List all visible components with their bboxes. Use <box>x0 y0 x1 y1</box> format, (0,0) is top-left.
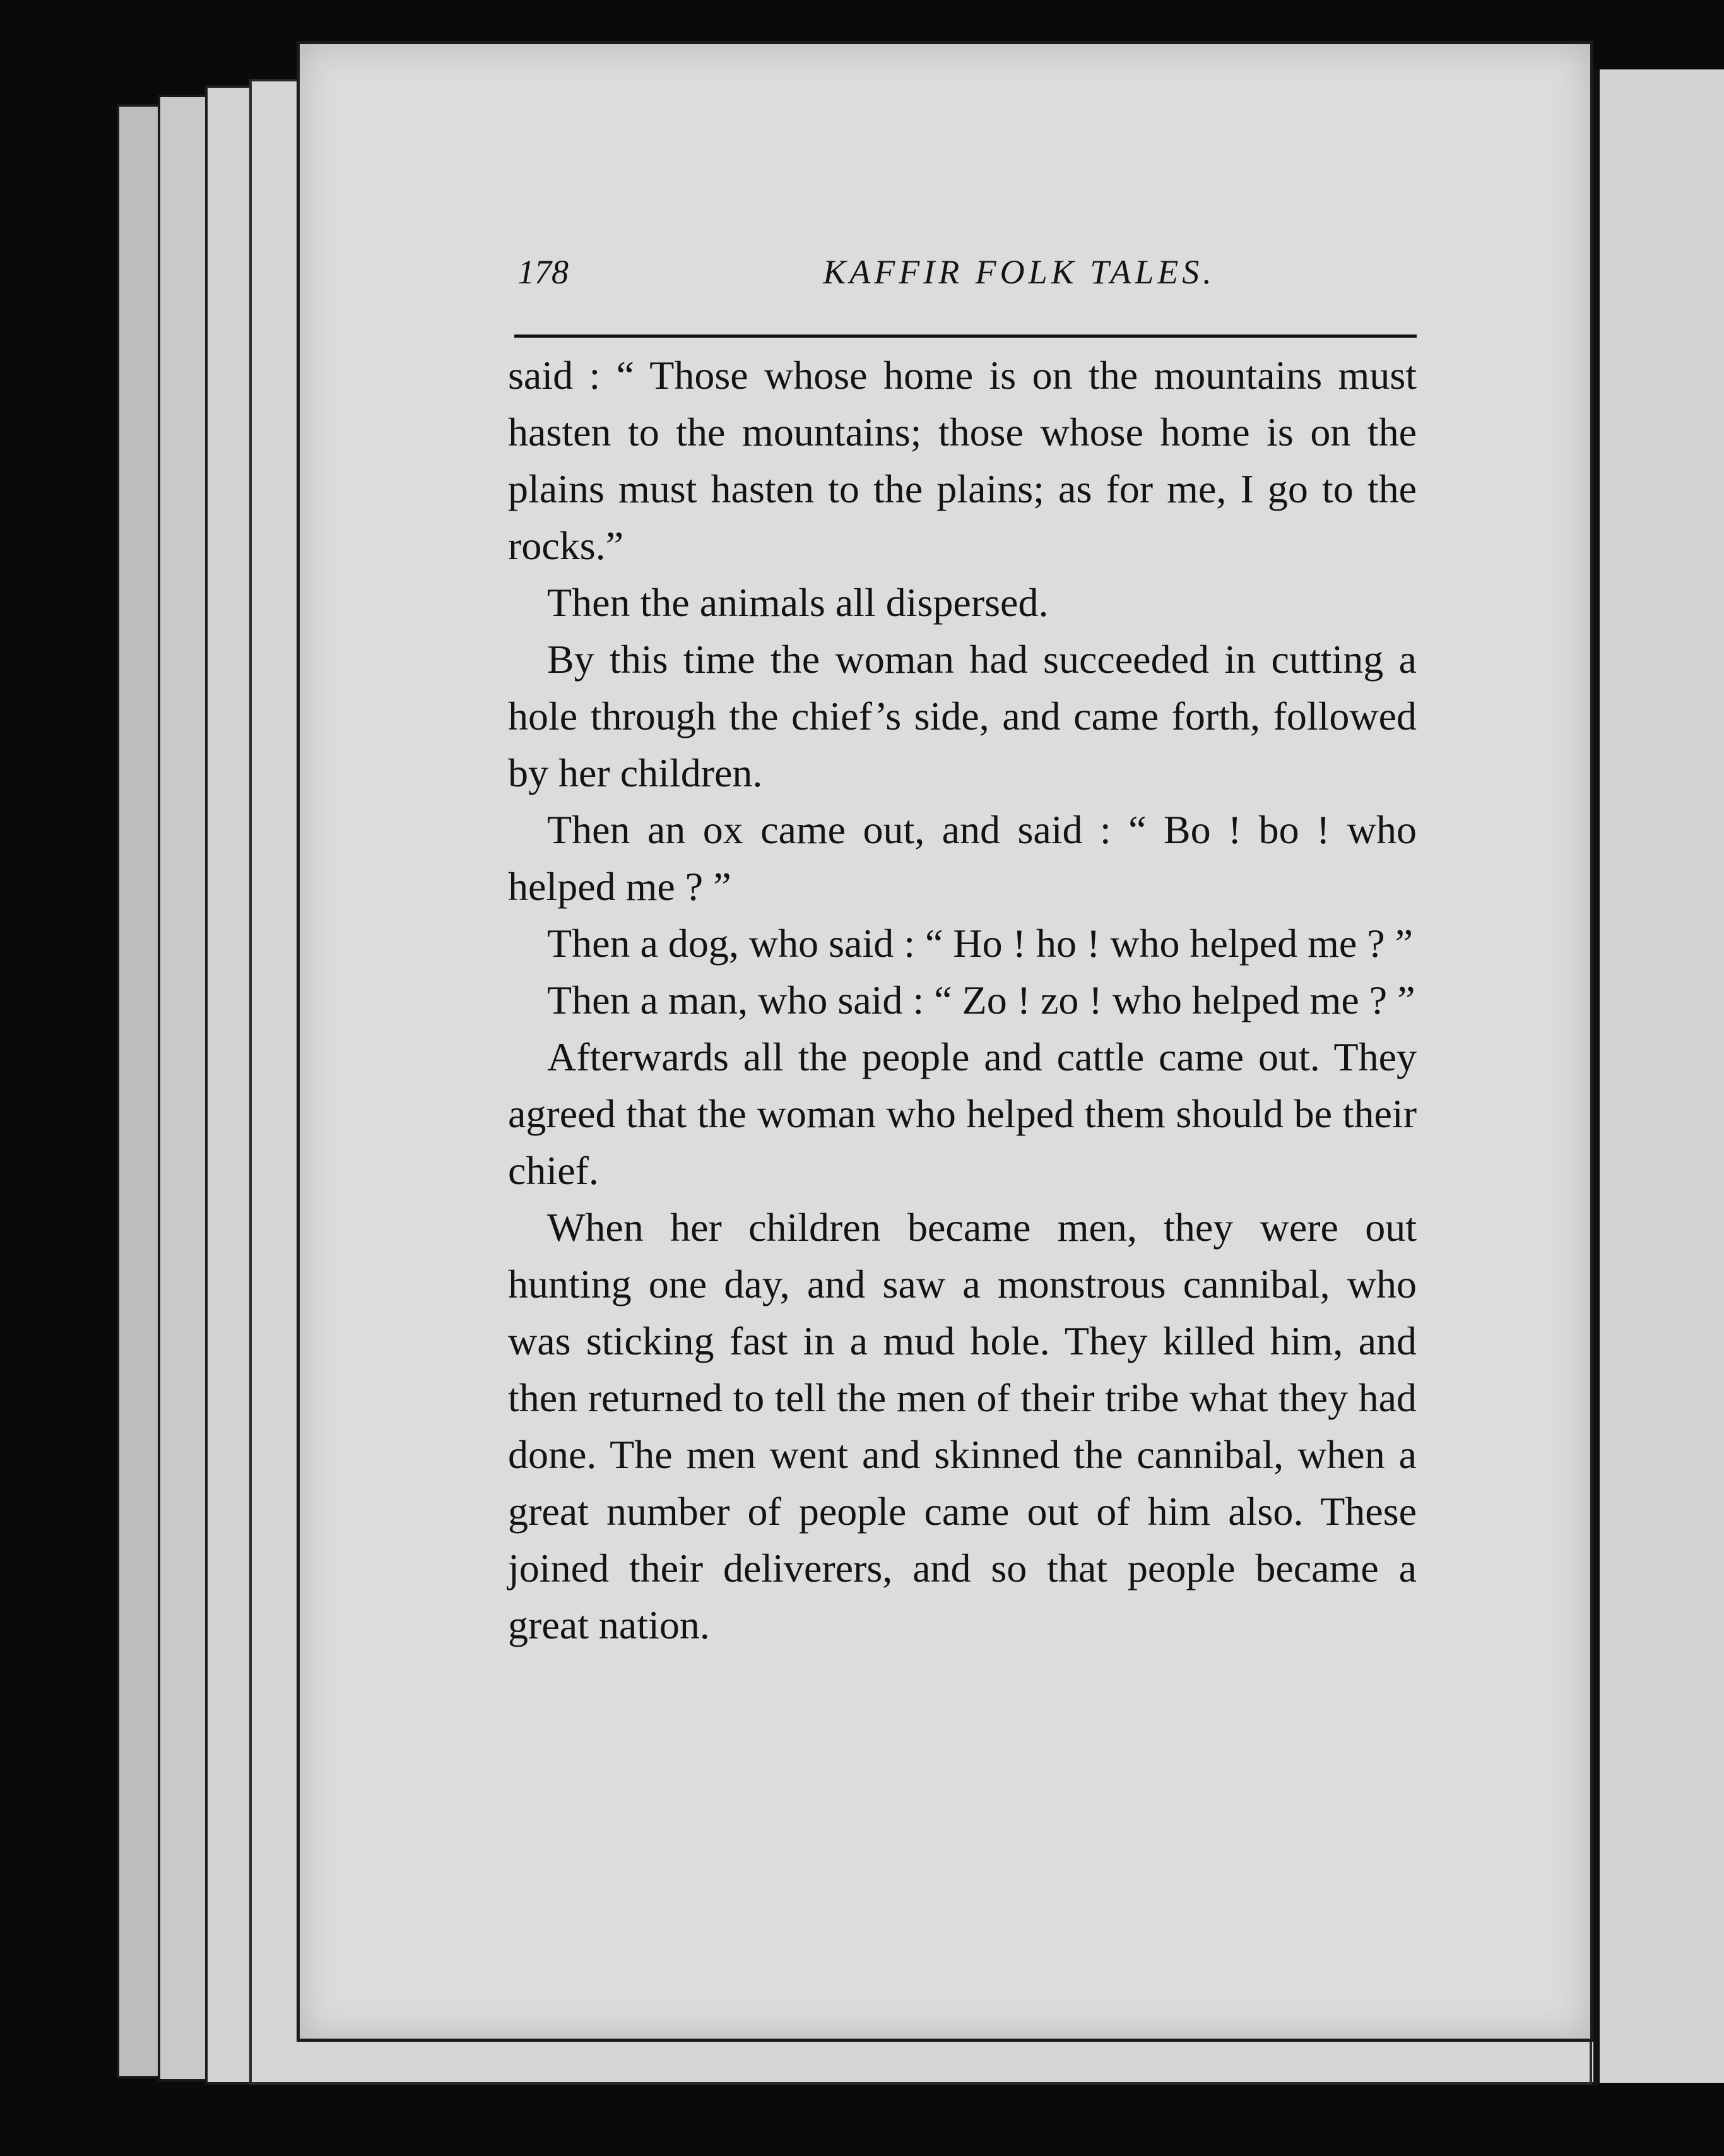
paragraph: Then the animals all dispersed. <box>547 580 1049 625</box>
body-text <box>508 347 1417 1654</box>
paragraph: Afterwards all the people and cattle came out. They agreed that the woman who helped them should be their chief. <box>508 1034 1417 1193</box>
facing-page-edge <box>1593 69 1724 2083</box>
paragraph: By this time the woman had succeeded in cutting a hole through the chief’s side, and came forth, followed by her children. <box>508 637 1417 795</box>
paragraph: Then an ox came out, and said : “ Bo ! bo ! who helped me ? ” <box>508 807 1417 909</box>
book-page <box>297 41 1593 2042</box>
paragraph: said : “ Those whose home is on the mountains must hasten to the mountains; those whose home is on the plains must hasten to the plains; as for me, I go to the rocks.” <box>508 353 1417 568</box>
header-rule <box>514 335 1417 338</box>
page-number: 178 <box>517 253 569 291</box>
running-title: KAFFIR FOLK TALES. <box>823 253 1215 291</box>
running-head <box>517 252 1420 322</box>
paragraph: Then a man, who said : “ Zo ! zo ! who helped me ? ” <box>547 978 1415 1022</box>
paragraph: Then a dog, who said : “ Ho ! ho ! who helped me ? ” <box>547 921 1414 966</box>
paragraph: When her children became men, they were out hunting one day, and saw a monstrous cannibal, who was sticking fast in a mud hole. They killed him, and then returned to tell the men of their tribe what they had done. The men went and skinned the cannibal, when a great number of people came out of him also. These joined their deliverers, and so that people became a great nation. <box>508 1205 1417 1647</box>
